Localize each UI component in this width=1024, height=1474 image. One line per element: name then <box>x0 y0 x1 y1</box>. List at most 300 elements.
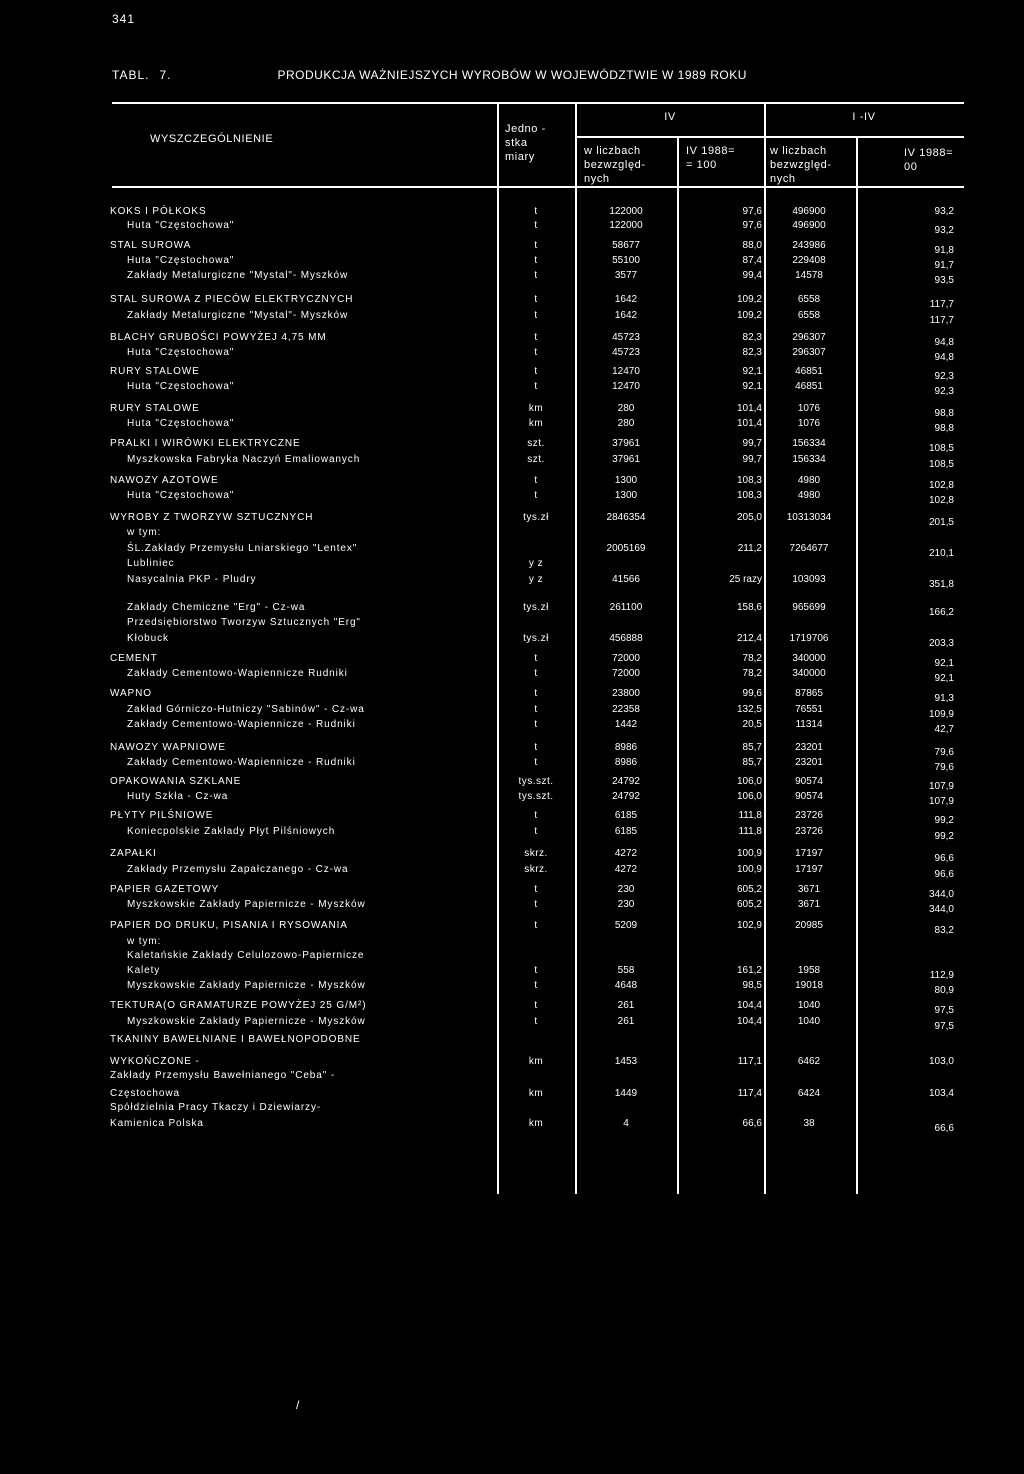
header-col2 <box>686 144 735 172</box>
row-value-i-iv: 76551 <box>795 704 823 715</box>
row-name: Częstochowa <box>110 1088 180 1099</box>
row-index-i-iv: 166,2 <box>928 607 954 618</box>
header-group-iv: IV <box>664 111 676 123</box>
row-index-iv: 99,4 <box>742 270 762 281</box>
row-value-i-iv: 3671 <box>797 884 821 895</box>
row-value-iv: 4272 <box>614 848 638 859</box>
row-name: ZAPAŁKI <box>110 848 157 859</box>
row-index-iv: 161,2 <box>736 965 762 976</box>
row-unit: km <box>528 1056 544 1067</box>
row-unit: t <box>534 206 538 217</box>
row-value-i-iv: 38 <box>803 1118 815 1129</box>
row-value-i-iv: 1040 <box>797 1000 821 1011</box>
row-value-i-iv: 7264677 <box>789 543 829 554</box>
row-name: RURY STALOWE <box>110 366 200 377</box>
table-row <box>0 717 1024 733</box>
row-name: NAWOZY AZOTOWE <box>110 475 219 486</box>
row-index-i-iv: 91,3 <box>934 693 954 704</box>
row-unit: t <box>534 1000 538 1011</box>
row-name: Zakład Górniczo-Hutniczy "Sabinów" - Cz-wa <box>127 704 365 715</box>
row-value-iv: 12470 <box>612 366 640 377</box>
table-row <box>0 401 1024 417</box>
row-name: w tym: <box>127 936 162 947</box>
row-unit: t <box>534 704 538 715</box>
header-unit-line: stka <box>505 137 528 149</box>
table-row <box>0 808 1024 824</box>
row-unit: t <box>534 490 538 501</box>
table-row <box>0 615 1024 631</box>
stray-mark: / <box>296 1398 300 1412</box>
row-name: CEMENT <box>110 653 158 664</box>
row-value-iv: 456888 <box>609 633 643 644</box>
row-index-i-iv: 117,7 <box>929 315 954 326</box>
row-index-iv: 99,7 <box>742 454 762 465</box>
row-index-i-iv: 92,3 <box>934 386 954 397</box>
row-index-iv: 111,8 <box>738 810 762 821</box>
row-index-iv: 92,1 <box>742 381 762 392</box>
table-row <box>0 452 1024 468</box>
row-value-iv: 55100 <box>612 255 640 266</box>
row-unit: t <box>534 884 538 895</box>
row-index-iv: 108,3 <box>736 475 762 486</box>
row-index-i-iv: 99,2 <box>934 831 954 842</box>
row-unit: t <box>534 475 538 486</box>
row-value-i-iv: 1958 <box>797 965 821 976</box>
row-value-i-iv: 20985 <box>795 920 823 931</box>
row-index-i-iv: 94,8 <box>934 337 954 348</box>
row-unit: skrz. <box>524 848 548 859</box>
row-index-i-iv: 98,8 <box>934 408 954 419</box>
row-value-iv: 280 <box>617 403 635 414</box>
table-row <box>0 218 1024 234</box>
table-row <box>0 978 1024 994</box>
row-index-iv: 605,2 <box>736 899 762 910</box>
table-row <box>0 238 1024 254</box>
table-row <box>0 345 1024 361</box>
row-value-iv: 8986 <box>614 757 638 768</box>
row-value-iv: 8986 <box>614 742 638 753</box>
table-row <box>0 510 1024 526</box>
row-unit: tys.szt. <box>518 776 554 787</box>
row-unit: t <box>534 980 538 991</box>
table-caption <box>112 68 757 82</box>
row-index-iv: 101,4 <box>736 403 762 414</box>
row-index-i-iv: 91,7 <box>934 260 954 271</box>
row-unit: t <box>534 965 538 976</box>
row-value-i-iv: 103093 <box>792 574 826 585</box>
row-value-i-iv: 1040 <box>797 1016 821 1027</box>
row-value-i-iv: 1076 <box>797 403 821 414</box>
row-index-iv: 85,7 <box>742 742 762 753</box>
table-row <box>0 1100 1024 1116</box>
row-value-iv: 1449 <box>614 1088 638 1099</box>
row-name: WAPNO <box>110 688 152 699</box>
row-value-iv: 4272 <box>614 864 638 875</box>
row-value-iv: 4648 <box>614 980 638 991</box>
row-unit: t <box>534 255 538 266</box>
row-name: Myszkowska Fabryka Naczyń Emaliowanych <box>127 454 361 465</box>
row-index-i-iv: 102,8 <box>928 480 954 491</box>
row-value-i-iv: 229408 <box>792 255 826 266</box>
header-col1-line: nych <box>584 173 610 185</box>
row-index-i-iv: 96,6 <box>934 869 954 880</box>
row-value-iv: 12470 <box>612 381 640 392</box>
row-value-i-iv: 23201 <box>795 742 823 753</box>
row-name: Myszkowskie Zakłady Papiernicze - Myszków <box>127 1016 366 1027</box>
row-unit: t <box>534 366 538 377</box>
row-index-i-iv: 92,3 <box>934 371 954 382</box>
row-value-i-iv: 296307 <box>792 332 826 343</box>
row-index-i-iv: 102,8 <box>928 495 954 506</box>
row-index-iv: 212,4 <box>736 633 762 644</box>
row-unit: tys.zł <box>523 633 549 644</box>
row-value-i-iv: 3671 <box>797 899 821 910</box>
header-unit-line: Jedno - <box>505 123 546 135</box>
table-row <box>0 740 1024 756</box>
row-name: Nasycalnia PKP - Pludry <box>127 574 257 585</box>
row-value-i-iv: 46851 <box>795 366 823 377</box>
row-name: Zakłady Przemysłu Zapałczanego - Cz-wa <box>127 864 349 875</box>
row-unit: y z <box>528 574 544 585</box>
row-unit: km <box>528 403 544 414</box>
row-name: BLACHY GRUBOŚCI POWYŻEJ 4,75 MM <box>110 332 327 343</box>
row-value-i-iv: 496900 <box>792 220 826 231</box>
row-name: Myszkowskie Zakłady Papiernicze - Myszków <box>127 980 366 991</box>
row-unit: t <box>534 826 538 837</box>
row-name: TKANINY BAWEŁNIANE I BAWEŁNOPODOBNE <box>110 1034 361 1045</box>
row-index-iv: 117,1 <box>737 1056 762 1067</box>
row-unit: y z <box>528 558 544 569</box>
row-index-i-iv: 94,8 <box>934 352 954 363</box>
row-index-i-iv: 96,6 <box>934 853 954 864</box>
row-name: Kamienica Polska <box>110 1118 204 1129</box>
row-value-iv: 1300 <box>614 490 638 501</box>
row-value-iv: 122000 <box>609 206 643 217</box>
row-index-iv: 205,0 <box>736 512 762 523</box>
row-unit: t <box>534 347 538 358</box>
table-row <box>0 572 1024 588</box>
table-row <box>0 882 1024 898</box>
row-value-i-iv: 17197 <box>795 848 823 859</box>
row-index-i-iv: 91,8 <box>934 245 954 256</box>
row-value-i-iv: 340000 <box>792 653 826 664</box>
row-index-i-iv: 97,5 <box>934 1005 954 1016</box>
row-index-iv: 66,6 <box>742 1118 762 1129</box>
table-row <box>0 1068 1024 1084</box>
row-value-iv: 2846354 <box>606 512 646 523</box>
row-index-i-iv: 66,6 <box>934 1123 954 1134</box>
row-name: STAL SUROWA <box>110 240 192 251</box>
row-value-i-iv: 23201 <box>795 757 823 768</box>
header-col3-line: nych <box>770 173 796 185</box>
row-value-iv: 23800 <box>612 688 640 699</box>
row-value-i-iv: 10313034 <box>786 512 832 523</box>
row-index-i-iv: 79,6 <box>934 762 954 773</box>
row-unit: t <box>534 920 538 931</box>
row-value-iv: 1642 <box>614 294 638 305</box>
table-row <box>0 600 1024 616</box>
row-value-iv: 230 <box>617 899 635 910</box>
row-index-i-iv: 42,7 <box>934 724 954 735</box>
row-unit: t <box>534 294 538 305</box>
row-unit: t <box>534 381 538 392</box>
row-value-i-iv: 1719706 <box>789 633 829 644</box>
row-index-iv: 605,2 <box>736 884 762 895</box>
row-value-i-iv: 90574 <box>795 776 823 787</box>
row-index-i-iv: 344,0 <box>928 904 954 915</box>
table-row <box>0 846 1024 862</box>
row-name: Spółdzielnia Pracy Tkaczy i Dziewiarzy- <box>110 1102 322 1113</box>
row-name: Zakłady Cementowo-Wapiennicze - Rudniki <box>127 757 356 768</box>
header-col1 <box>584 144 646 186</box>
row-index-iv: 20,5 <box>742 719 762 730</box>
table-row <box>0 702 1024 718</box>
table-row <box>0 755 1024 771</box>
row-value-iv: 72000 <box>612 668 640 679</box>
row-index-iv: 158,6 <box>736 602 762 613</box>
row-index-iv: 106,0 <box>736 791 762 802</box>
header-col2-line: = 100 <box>686 159 717 171</box>
row-name: PRALKI I WIRÓWKI ELEKTRYCZNE <box>110 438 301 449</box>
row-name: NAWOZY WAPNIOWE <box>110 742 226 753</box>
row-value-i-iv: 87865 <box>795 688 823 699</box>
header-col2-line: IV 1988= <box>686 145 736 157</box>
row-index-iv: 102,9 <box>736 920 762 931</box>
row-value-i-iv: 6558 <box>797 310 821 321</box>
row-value-i-iv: 496900 <box>792 206 826 217</box>
row-index-iv: 78,2 <box>742 668 762 679</box>
row-value-i-iv: 6462 <box>797 1056 821 1067</box>
row-name: TEKTURA(O GRAMATURZE POWYŻEJ 25 G/M²) <box>110 1000 367 1011</box>
table-row <box>0 473 1024 489</box>
header-col4 <box>904 146 953 174</box>
row-unit: tys.zł <box>523 602 549 613</box>
row-value-iv: 45723 <box>612 332 640 343</box>
row-name: Huta "Częstochowa" <box>127 381 235 392</box>
table-row <box>0 364 1024 380</box>
header-group-i-iv: I -IV <box>852 111 876 123</box>
row-unit: tys.szt. <box>518 791 554 802</box>
row-name: Kłobuck <box>127 633 169 644</box>
row-index-iv: 101,4 <box>736 418 762 429</box>
header-group-rule <box>576 136 964 138</box>
caption-label: TABL. <box>112 68 150 82</box>
table-row <box>0 292 1024 308</box>
header-col1-line: w liczbach <box>584 145 641 157</box>
row-index-iv: 88,0 <box>742 240 762 251</box>
row-unit: t <box>534 899 538 910</box>
row-index-i-iv: 344,0 <box>928 889 954 900</box>
table-row <box>0 330 1024 346</box>
row-index-iv: 100,9 <box>736 848 762 859</box>
row-index-iv: 106,0 <box>736 776 762 787</box>
table-row <box>0 998 1024 1014</box>
row-value-iv: 4 <box>623 1118 629 1129</box>
row-value-iv: 1300 <box>614 475 638 486</box>
row-index-iv: 87,4 <box>742 255 762 266</box>
table-row <box>0 862 1024 878</box>
table-row <box>0 488 1024 504</box>
row-name: Zakłady Cementowo-Wapiennicze - Rudniki <box>127 719 356 730</box>
row-unit: szt. <box>527 438 545 449</box>
table-row <box>0 1014 1024 1030</box>
header-col3-line: w liczbach <box>770 145 827 157</box>
row-value-i-iv: 11314 <box>795 719 823 730</box>
row-value-iv: 37961 <box>612 438 640 449</box>
row-index-i-iv: 79,6 <box>934 747 954 758</box>
row-index-i-iv: 92,1 <box>934 658 954 669</box>
row-value-iv: 1453 <box>614 1056 638 1067</box>
row-name: STAL SUROWA Z PIECÓW ELEKTRYCZNYCH <box>110 294 354 305</box>
row-index-i-iv: 117,7 <box>929 299 954 310</box>
header-col1-line: bezwzględ- <box>584 159 646 171</box>
row-value-iv: 122000 <box>609 220 643 231</box>
row-index-iv: 78,2 <box>742 653 762 664</box>
row-value-iv: 1442 <box>614 719 638 730</box>
row-value-iv: 37961 <box>612 454 640 465</box>
table-row <box>0 268 1024 284</box>
row-value-i-iv: 296307 <box>792 347 826 358</box>
row-unit: t <box>534 688 538 699</box>
row-index-i-iv: 203,3 <box>928 638 954 649</box>
row-value-iv: 3577 <box>614 270 638 281</box>
row-name: Zakłady Chemiczne "Erg" - Cz-wa <box>127 602 306 613</box>
row-unit: t <box>534 653 538 664</box>
row-index-iv: 92,1 <box>742 366 762 377</box>
header-bottom-rule <box>112 186 964 188</box>
row-index-iv: 104,4 <box>736 1016 762 1027</box>
table-row <box>0 1032 1024 1048</box>
row-index-i-iv: 107,9 <box>928 781 954 792</box>
row-unit: t <box>534 240 538 251</box>
row-value-iv: 6185 <box>614 826 638 837</box>
row-index-i-iv: 109,9 <box>928 709 954 720</box>
row-name: WYKOŃCZONE - <box>110 1056 200 1067</box>
caption-number: 7. <box>159 68 172 82</box>
row-index-i-iv: 97,5 <box>934 1021 954 1032</box>
row-index-i-iv: 108,5 <box>928 443 954 454</box>
table-row <box>0 897 1024 913</box>
row-value-iv: 5209 <box>614 920 638 931</box>
row-name: Huta "Częstochowa" <box>127 255 235 266</box>
table-row <box>0 774 1024 790</box>
row-name: Kalety <box>127 965 161 976</box>
header-col3-line: bezwzględ- <box>770 159 832 171</box>
row-unit: km <box>528 418 544 429</box>
row-index-i-iv: 98,8 <box>934 423 954 434</box>
row-index-iv: 109,2 <box>736 294 762 305</box>
row-index-iv: 117,4 <box>737 1088 762 1099</box>
row-index-iv: 99,6 <box>742 688 762 699</box>
table-row <box>0 651 1024 667</box>
row-name: Huty Szkła - Cz-wa <box>127 791 229 802</box>
row-name: Zakłady Przemysłu Bawełnianego "Ceba" - <box>110 1070 336 1081</box>
row-name: Zakłady Metalurgiczne "Mystal"- Myszków <box>127 270 349 281</box>
row-index-i-iv: 93,5 <box>934 275 954 286</box>
row-value-iv: 6185 <box>614 810 638 821</box>
table-row <box>0 686 1024 702</box>
row-name: PAPIER DO DRUKU, PISANIA I RYSOWANIA <box>110 920 348 931</box>
table-row <box>0 308 1024 324</box>
row-value-iv: 41566 <box>612 574 640 585</box>
table-row <box>0 666 1024 682</box>
row-unit: szt. <box>527 454 545 465</box>
row-index-i-iv: 92,1 <box>934 673 954 684</box>
row-value-iv: 1642 <box>614 310 638 321</box>
table-row <box>0 556 1024 572</box>
row-index-i-iv: 80,9 <box>934 985 954 996</box>
row-index-i-iv: 108,5 <box>928 459 954 470</box>
row-value-i-iv: 4980 <box>797 490 821 501</box>
row-name: RURY STALOWE <box>110 403 200 414</box>
row-value-iv: 261100 <box>609 602 643 613</box>
header-unit-line: miary <box>505 151 535 163</box>
row-name: ŚL.Zakłady Przemysłu Lniarskiego "Lentex" <box>127 543 358 554</box>
header-col3 <box>770 144 832 186</box>
row-name: Myszkowskie Zakłady Papiernicze - Myszków <box>127 899 366 910</box>
page-number: 341 <box>112 12 136 26</box>
row-value-i-iv: 90574 <box>795 791 823 802</box>
table-row <box>0 918 1024 934</box>
row-name: w tym: <box>127 527 162 538</box>
row-value-i-iv: 4980 <box>797 475 821 486</box>
row-value-iv: 230 <box>617 884 635 895</box>
row-unit: t <box>534 757 538 768</box>
row-name: WYROBY Z TWORZYW SZTUCZNYCH <box>110 512 314 523</box>
row-index-i-iv: 351,8 <box>928 579 954 590</box>
row-value-i-iv: 156334 <box>792 454 826 465</box>
row-value-iv: 24792 <box>612 776 640 787</box>
table-row <box>0 541 1024 557</box>
table-row <box>0 824 1024 840</box>
row-value-iv: 2005169 <box>606 543 646 554</box>
row-index-i-iv: 112,9 <box>929 970 954 981</box>
row-value-iv: 280 <box>617 418 635 429</box>
table-row <box>0 379 1024 395</box>
row-name: PŁYTY PILŚNIOWE <box>110 810 214 821</box>
row-value-i-iv: 14578 <box>795 270 823 281</box>
table-row <box>0 1116 1024 1132</box>
row-name: Huta "Częstochowa" <box>127 347 235 358</box>
row-index-iv: 82,3 <box>742 347 762 358</box>
row-index-i-iv: 210,1 <box>928 548 954 559</box>
row-value-iv: 24792 <box>612 791 640 802</box>
row-index-i-iv: 103,0 <box>928 1056 954 1067</box>
row-unit: t <box>534 270 538 281</box>
table-row <box>0 963 1024 979</box>
row-value-i-iv: 156334 <box>792 438 826 449</box>
row-value-i-iv: 340000 <box>792 668 826 679</box>
header-top-rule <box>112 102 964 104</box>
row-name: Zakłady Cementowo-Wapiennicze Rudniki <box>127 668 348 679</box>
row-unit: tys.zł <box>523 512 549 523</box>
row-index-iv: 25 razy <box>729 574 762 585</box>
row-value-iv: 45723 <box>612 347 640 358</box>
row-value-iv: 558 <box>617 965 635 976</box>
row-name: Kaletańskie Zakłady Celulozowo-Papiernicze <box>127 950 365 961</box>
table-row <box>0 253 1024 269</box>
row-name: Huta "Częstochowa" <box>127 418 235 429</box>
row-unit: t <box>534 1016 538 1027</box>
row-index-iv: 104,4 <box>736 1000 762 1011</box>
table-row <box>0 436 1024 452</box>
row-index-iv: 109,2 <box>736 310 762 321</box>
table-row <box>0 525 1024 541</box>
row-value-i-iv: 23726 <box>795 810 823 821</box>
row-name: Koniecpolskie Zakłady Płyt Pilśniowych <box>127 826 336 837</box>
table-row <box>0 631 1024 647</box>
row-index-i-iv: 93,2 <box>934 206 954 217</box>
